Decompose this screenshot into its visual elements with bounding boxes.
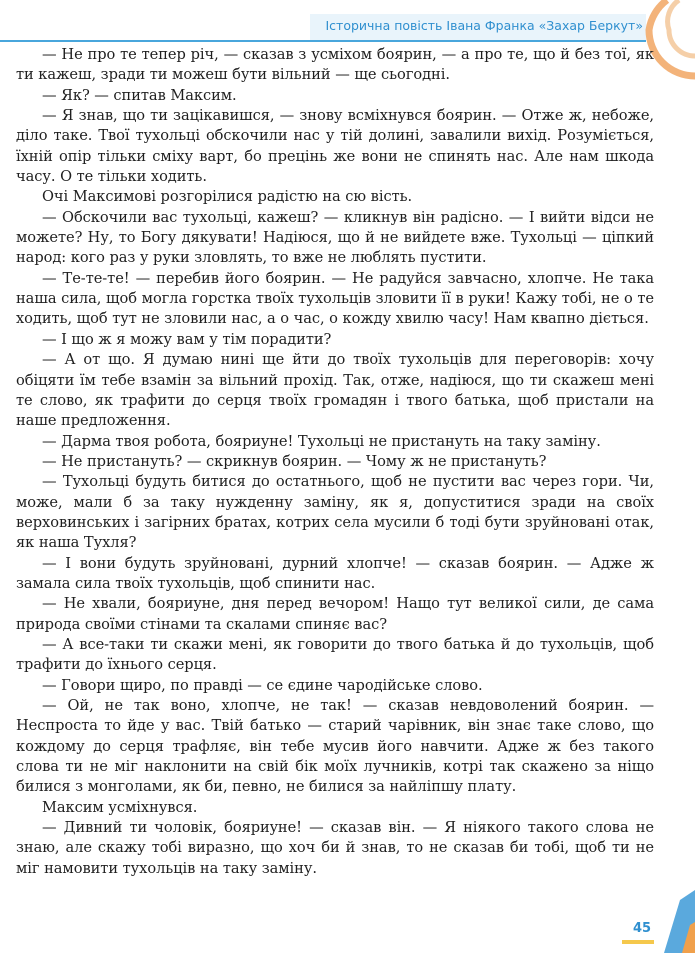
page-number: 45 [633,921,652,936]
paragraph: — Як? — спитав Максим. [42,86,237,104]
paragraph: — Я знав, що ти зацікавишся, — знову всміхнувся боярин. — Отже ж, небоже, діло таке. Твої тухольці обскочили нас у тій долині, завалили вихід. Розуміється, їхній опір тільки сміху варт, бо прецінь же вони не спинять нас. Але нам шкода часу. О те тільки ходить. [16,107,654,186]
decorative-blue-shape [664,890,695,953]
header-rule [0,40,646,42]
paragraph: — І вони будуть зруйновані, дурний хлопче! — сказав боярин. — Адже ж замала сила твоїх тухольців, щоб спинити нас. [16,554,654,592]
paragraph: — А от що. Я думаю нині ще йти до твоїх тухольців для переговорів: хочу обіцяти їм тебе взамін за вільний прохід. Так, отже, надіюся, що ти скажеш мені те слово, як трафити до серця твоїх громадян і твого батька, щоб пристали на наше предложення. [16,351,654,430]
paragraph: — Дивний ти чоловік, бояриyне! — сказав він. — Я ніякого такого слова не знаю, але скажу тобі виразно, що хоч би й знав, то не сказав би тобі, щоб ти не міг намовити тухольців на таку заміну. [16,819,654,877]
story-text [16,45,654,879]
paragraph: — Ой, не так воно, хлопче, не так! — сказав невдоволений боярин. — Неспроста то йде у вас. Твій батько — старий чарівник, він знає таке слово, що кождому до серця трафляє, він тебе мусив його навчити. Адже ж без такого слова ти не міг наклонити на свій бік моїх лучників, котрі так скажено за ніщо билися з монголами, як би, певно, не билися за найліпшу плату. [16,697,654,796]
running-header-title: Історична повість Івана Франка «Захар Беркут» [325,18,643,33]
page-header [0,0,695,44]
paragraph: — А все-таки ти скажи мені, як говорити до твого батька й до тухольців, щоб трафити до їхнього серця. [16,635,654,674]
paragraph: — Дарма твоя робота, бояриyне! Тухольці не пристануть на таку заміну. [42,432,601,450]
paragraph: Очі Максимові розгорілися радістю на сю вість. [42,188,413,206]
paragraph: — Те-те-те! — перебив його боярин. — Не радуйся завчасно, хлопче. Не така наша сила, щоб могла горстка твоїх тухольців зловити її в руки! Кажу тобі, не о те ходить, щоб тут не зловили нас, а о час, о кожду хвилю часу! Нам квапно діється. [16,269,654,328]
paragraph: — Не хвали, бояриyне, дня перед вечором! Нащо тут великої сили, де сама природа своїми стінами та скалами спиняє вас? [16,595,654,633]
paragraph: — Тухольці будуть битися до остатнього, щоб не пустити вас через гори. Чи, може, мали б за таку нужденну заміну, як я, допуститися зради на своїх верховинських і загірних братах, котрих села мусили б тоді бути зруйновані отак, як наша Тухля? [16,473,654,552]
paragraph: Максим усміхнувся. [42,798,198,816]
paragraph: — Обскочили вас тухольці, кажеш? — кликнув він радісно. — І вийти відси не можете? Ну, то Богу дякувати! Надіюся, що й не вийдете вже. Тухольці — ціпкий народ: кого раз у руки зловлять, то вже не люблять пустити. [16,208,654,267]
decorative-orange-shape [682,922,695,953]
paragraph: — І що ж я можу вам у тім порадити? [42,330,332,348]
paragraph: — Не про те тепер річ, — сказав з усміхом боярин, — а про те, що й без тої, як ти кажеш, зради ти можеш бути вільний — ще сьогодні. [16,46,654,84]
paragraph: — Говори щиро, по правді — се єдине чародійське слово. [42,676,483,694]
paragraph: — Не пристануть? — скрикнув боярин. — Чому ж не пристануть? [42,452,547,470]
page-number-underline [622,940,654,944]
decorative-arc-inner [668,0,695,56]
